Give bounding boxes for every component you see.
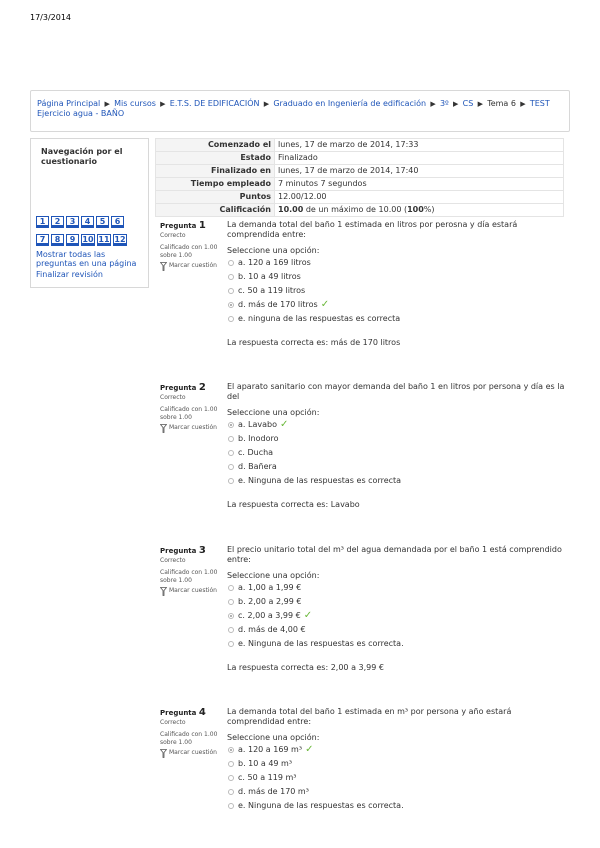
select-prompt: Seleccione una opción: xyxy=(227,733,320,742)
answer-option-label: b. 10 a 49 m³ xyxy=(238,759,293,768)
answer-option[interactable] xyxy=(228,637,565,651)
question-nav-button[interactable]: 10 xyxy=(82,235,94,244)
radio-button[interactable] xyxy=(228,464,234,470)
answer-option[interactable] xyxy=(228,623,565,637)
question-info xyxy=(160,384,228,436)
answer-option-label: a. Lavabo xyxy=(238,420,277,429)
question-nav-button[interactable]: 6 xyxy=(111,216,124,228)
answer-option-label: a. 1,00 a 1,99 € xyxy=(238,583,302,592)
correct-check-icon: ✓ xyxy=(320,299,330,310)
question-grade: Calificado con 1.00 sobre 1.00 xyxy=(160,569,218,584)
question-info xyxy=(160,709,228,761)
correct-answer-text: La respuesta correcta es: Lavabo xyxy=(227,500,360,509)
question-nav-button[interactable]: 7 xyxy=(36,234,49,246)
answer-option-label: b. Inodoro xyxy=(238,434,279,443)
answer-option[interactable] xyxy=(228,432,565,446)
question-nav-button[interactable]: 4 xyxy=(81,216,94,228)
radio-button[interactable] xyxy=(228,627,234,633)
answer-option[interactable] xyxy=(228,757,565,771)
answer-option-label: d. más de 170 m³ xyxy=(238,787,309,796)
question-status: Correcto xyxy=(160,232,186,239)
answer-option-label: b. 10 a 49 litros xyxy=(238,272,301,281)
radio-button[interactable] xyxy=(228,789,234,795)
radio-button[interactable] xyxy=(228,641,234,647)
question-content xyxy=(227,545,565,673)
question-text: La demanda total del baño 1 estimada en litros por perosna y día estará comprendida entre: xyxy=(227,220,518,239)
breadcrumb-item[interactable]: Mis cursos xyxy=(114,99,156,108)
attempt-summary-table xyxy=(155,138,564,217)
correct-answer-text: La respuesta correcta es: más de 170 litros xyxy=(227,338,401,347)
summary-value: Finalizado xyxy=(275,152,564,165)
answer-option-label: c. 50 a 119 litros xyxy=(238,286,306,295)
breadcrumb-separator-icon: ▶ xyxy=(450,100,461,108)
breadcrumb-separator-icon: ▶ xyxy=(157,100,168,108)
question-number: Pregunta 2 xyxy=(160,382,206,393)
radio-button[interactable] xyxy=(228,775,234,781)
summary-key: Puntos xyxy=(156,191,275,204)
quiz-navigation-title: Navegación por el cuestionario xyxy=(41,147,123,166)
question-status: Correcto xyxy=(160,394,186,401)
radio-button[interactable] xyxy=(228,302,234,308)
answer-option[interactable] xyxy=(228,581,565,595)
question-number: Pregunta 4 xyxy=(160,707,206,718)
answer-option[interactable] xyxy=(228,298,565,312)
radio-button[interactable] xyxy=(228,803,234,809)
answer-option-label: b. 2,00 a 2,99 € xyxy=(238,597,302,606)
breadcrumb-separator-icon: ▶ xyxy=(475,100,486,108)
breadcrumb-item[interactable]: Graduado en Ingeniería de edificación xyxy=(273,99,427,108)
flag-label: Marcar cuestión xyxy=(169,262,217,269)
correct-answer-text: La respuesta correcta es: 2,00 a 3,99 € xyxy=(227,663,384,672)
breadcrumb-separator-icon: ▶ xyxy=(428,100,438,108)
radio-button[interactable] xyxy=(228,316,234,322)
breadcrumb-separator-icon: ▶ xyxy=(261,100,272,108)
summary-row xyxy=(156,152,564,165)
flag-label: Marcar cuestión xyxy=(169,424,217,431)
radio-button[interactable] xyxy=(228,747,234,753)
summary-key: Comenzado el xyxy=(156,139,275,152)
question-status: Correcto xyxy=(160,557,186,564)
flag-question-button[interactable] xyxy=(160,262,228,274)
show-all-questions-link[interactable]: Mostrar todas las preguntas en una página xyxy=(36,250,137,268)
flag-label: Marcar cuestión xyxy=(169,587,217,594)
answer-option[interactable] xyxy=(228,270,565,284)
question-nav-button[interactable]: 5 xyxy=(96,216,109,228)
radio-button[interactable] xyxy=(228,599,234,605)
question-content xyxy=(227,220,565,348)
question-content xyxy=(227,707,565,813)
correct-check-icon: ✓ xyxy=(279,419,289,430)
summary-key: Finalizado en xyxy=(156,165,275,178)
breadcrumb xyxy=(30,90,570,132)
summary-row xyxy=(156,191,564,204)
question-nav-button[interactable]: 8 xyxy=(51,234,64,246)
flag-label: Marcar cuestión xyxy=(169,749,217,756)
radio-button[interactable] xyxy=(228,478,234,484)
answer-option[interactable] xyxy=(228,446,565,460)
radio-button[interactable] xyxy=(228,260,234,266)
breadcrumb-item[interactable]: TEST Ejercicio agua - BAÑO xyxy=(37,99,550,118)
flag-question-button[interactable] xyxy=(160,749,228,761)
breadcrumb-item[interactable]: CS xyxy=(462,99,474,108)
answer-option-label: e. ninguna de las respuestas es correcta xyxy=(238,314,401,323)
answer-option[interactable] xyxy=(228,474,565,488)
answer-option[interactable] xyxy=(228,312,565,326)
summary-value: lunes, 17 de marzo de 2014, 17:40 xyxy=(275,165,564,178)
question-nav-button[interactable]: 12 xyxy=(114,235,126,244)
answer-option-label: e. Ninguna de las respuestas es correcta xyxy=(238,476,402,485)
select-prompt: Seleccione una opción: xyxy=(227,408,320,417)
breadcrumb-item[interactable]: 3º xyxy=(439,99,449,108)
correct-check-icon: ✓ xyxy=(305,744,314,755)
answer-option[interactable] xyxy=(228,609,565,623)
answer-option[interactable] xyxy=(228,799,565,813)
print-date: 17/3/2014 xyxy=(30,13,72,22)
breadcrumb-item: Tema 6 xyxy=(487,99,516,108)
answer-option[interactable] xyxy=(228,785,565,799)
question-text: El precio unitario total del m³ del agua demandada por el baño 1 está comprendido entre: xyxy=(227,545,562,564)
radio-button[interactable] xyxy=(228,613,234,619)
flag-icon xyxy=(160,587,167,599)
flag-question-button[interactable] xyxy=(160,587,228,599)
question-text: El aparato sanitario con mayor demanda del baño 1 en litros por persona y día es la del xyxy=(227,382,565,401)
answer-option-label: e. Ninguna de las respuestas es correcta. xyxy=(238,639,404,648)
nav-links xyxy=(36,250,146,281)
summary-key: Estado xyxy=(156,152,275,165)
question-number: Pregunta 1 xyxy=(160,220,206,231)
summary-value: 12.00/12.00 xyxy=(275,191,564,204)
summary-row xyxy=(156,178,564,191)
select-prompt: Seleccione una opción: xyxy=(227,246,320,255)
summary-row xyxy=(156,139,564,152)
flag-question-button[interactable] xyxy=(160,424,228,436)
select-prompt: Seleccione una opción: xyxy=(227,571,320,580)
answer-option-label: c. 50 a 119 m³ xyxy=(238,773,297,782)
summary-value: 7 minutos 7 segundos xyxy=(275,178,564,191)
question-info xyxy=(160,547,228,599)
radio-button[interactable] xyxy=(228,436,234,442)
answer-option-label: d. Bañera xyxy=(238,462,277,471)
question-nav-button[interactable]: 3 xyxy=(66,216,79,228)
question-grade: Calificado con 1.00 sobre 1.00 xyxy=(160,406,218,421)
breadcrumb-separator-icon: ▶ xyxy=(517,100,528,108)
breadcrumb-item[interactable]: E.T.S. DE EDIFICACIÓN xyxy=(169,99,260,108)
answer-option-label: e. Ninguna de las respuestas es correcta. xyxy=(238,801,404,810)
radio-button[interactable] xyxy=(228,761,234,767)
answer-option-label: a. 120 a 169 litros xyxy=(238,258,311,267)
summary-key: Calificación xyxy=(156,204,275,217)
flag-icon xyxy=(160,749,167,761)
question-nav-button[interactable]: 1 xyxy=(36,216,49,228)
answer-option-label: d. más de 4,00 € xyxy=(238,625,306,634)
question-nav-button[interactable]: 11 xyxy=(98,235,110,244)
radio-button[interactable] xyxy=(228,274,234,280)
flag-icon xyxy=(160,424,167,436)
breadcrumb-item[interactable]: Página Principal xyxy=(37,99,101,108)
question-grade: Calificado con 1.00 sobre 1.00 xyxy=(160,244,218,259)
question-buttons xyxy=(36,216,146,246)
breadcrumb-separator-icon: ▶ xyxy=(102,100,113,108)
question-content xyxy=(227,382,565,510)
answer-option[interactable] xyxy=(228,460,565,474)
question-status: Correcto xyxy=(160,719,186,726)
question-nav-button[interactable]: 2 xyxy=(51,216,64,228)
summary-row xyxy=(156,165,564,178)
question-info xyxy=(160,222,228,274)
radio-button[interactable] xyxy=(228,288,234,294)
radio-button[interactable] xyxy=(228,450,234,456)
answer-option[interactable] xyxy=(228,418,565,432)
answer-option-label: c. Ducha xyxy=(238,448,274,457)
answer-option[interactable] xyxy=(228,284,565,298)
radio-button[interactable] xyxy=(228,585,234,591)
correct-check-icon: ✓ xyxy=(303,610,313,621)
question-text: La demanda total del baño 1 estimada en m³ por persona y año estará comprendidad entre: xyxy=(227,707,512,726)
answer-option-label: a. 120 a 169 m³ xyxy=(238,745,303,754)
radio-button[interactable] xyxy=(228,422,234,428)
answer-option-label: c. 2,00 a 3,99 € xyxy=(238,611,301,620)
answer-option[interactable] xyxy=(228,771,565,785)
summary-row xyxy=(156,204,564,217)
answer-option[interactable] xyxy=(228,743,565,757)
summary-value: 10.00 de un máximo de 10.00 (100%) xyxy=(275,204,564,217)
answer-option[interactable] xyxy=(228,595,565,609)
question-number: Pregunta 3 xyxy=(160,545,206,556)
question-grade: Calificado con 1.00 sobre 1.00 xyxy=(160,731,218,746)
answer-option[interactable] xyxy=(228,256,565,270)
flag-icon xyxy=(160,262,167,274)
answer-option-label: d. más de 170 litros xyxy=(238,300,318,309)
summary-value: lunes, 17 de marzo de 2014, 17:33 xyxy=(275,139,564,152)
question-nav-button[interactable]: 9 xyxy=(66,234,79,246)
finish-review-link[interactable]: Finalizar revisión xyxy=(36,270,103,279)
summary-key: Tiempo empleado xyxy=(156,178,275,191)
